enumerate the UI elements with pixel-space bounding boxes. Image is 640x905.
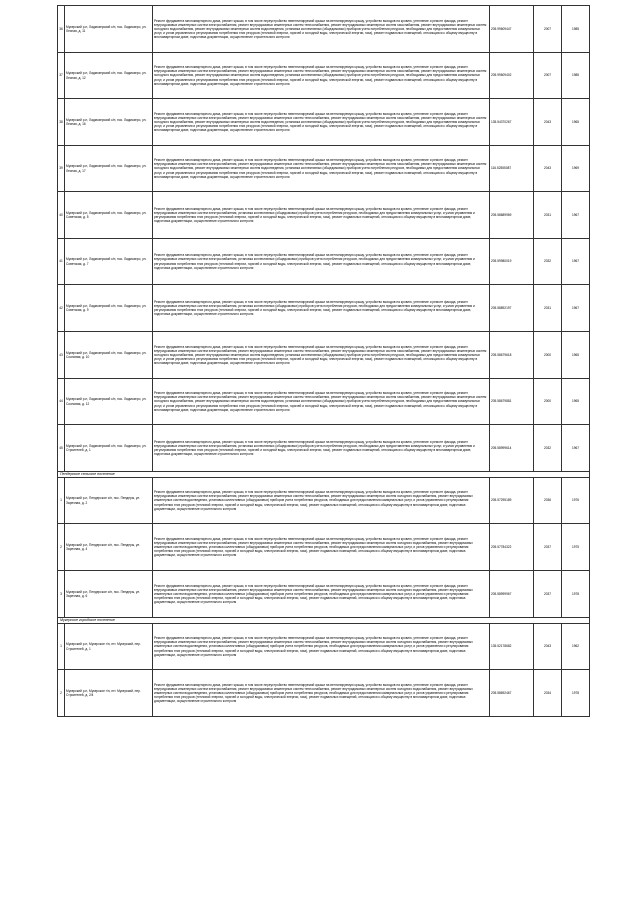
amount-cell: 205.58679881 — [490, 379, 534, 425]
year-cell: 2034 — [534, 670, 562, 717]
build-year-cell: 1965 — [562, 99, 590, 146]
year-cell: 2032 — [534, 239, 562, 285]
table-row — [58, 670, 590, 717]
amount-cell: 205.58692467 — [490, 670, 534, 717]
build-year-cell: 1967 — [562, 285, 590, 332]
amount-cell: 205.99609402 — [490, 53, 534, 99]
year-cell: 2000 — [534, 332, 562, 379]
address-cell: Мукерский р-н, Ладмозерский с/п, пос. Ладмозеро, ул. Лесная, д. 11 — [65, 6, 153, 53]
year-cell: 2000 — [534, 379, 562, 425]
table-row — [58, 478, 590, 524]
address-cell: Мукерский р-н, Ладмозерский с/п, пос. Ладмозеро, ул. Сосновая, д. 10 — [65, 332, 153, 379]
address-cell: Мукерский р-н, Мукерское г/п, пгт. Мукерский, пер. Строителей, д. 1 — [65, 624, 153, 670]
table-row — [58, 571, 590, 618]
row-number: 42 — [58, 285, 65, 332]
row-number: 3 — [58, 571, 65, 618]
table-row — [58, 146, 590, 192]
work-description-cell: Ремонт фундамента многоквартирного дома, ремонт крыши, в том числе переустройство невентилируемой крыши на вентилируемую крышу, устройство выходов на кровлю, утепление и ремонт фасада, ремонт внутридомовых инженерных систем электроснабжения, установка коллективных (общедомовых) приборов учета потребления ресурсов, необходимых для предоставления коммунальных услуг, и узлов управления и регулирования потребления этих ресурсов (тепловой энергии, горячей и холодной воды, электрической энергии, газа), ремонт подвальных помещений, относящихся к общему имуществу в многоквартирном доме, подготовка документации, осуществление строительного контроля — [153, 425, 490, 472]
section-title: Пендерское сельское поселение — [58, 472, 590, 478]
address-cell: Мукерский р-н, Пендерское с/п, пос. Пендеры, ул. Заречная, д. 4 — [65, 524, 153, 571]
build-year-cell: 1985 — [562, 53, 590, 99]
year-cell: 2031 — [534, 192, 562, 239]
work-description-cell: Ремонт фундамента многоквартирного дома, ремонт крыши, в том числе переустройство невентилируемой крыши на вентилируемую крышу, устройство выходов на кровлю, утепление и ремонт фасада, ремонт внутридомовых инженерных систем электроснабжения, ремонт внутридомовых инженерных систем теплоснабжения, ремонт внутридомовых инженерных систем холодного водоснабжения, ремонт внутридомовых инженерных систем водоотведения, установка коллективных (общедомовых) приборов учета потребления ресурсов, необходимых для предоставления коммунальных услуг, и узлов управления и регулирования потребления этих ресурсов (тепловой энергии, горячей и холодной воды, электрической энергии, газа), ремонт подвальных помещений, относящихся к общему имуществу в многоквартирном доме, подготовка документации, осуществление строительного контроля — [153, 670, 490, 717]
work-description-cell: Ремонт фундамента многоквартирного дома, ремонт крыши, в том числе переустройство невентилируемой крыши на вентилируемую крышу, устройство выходов на кровлю, утепление и ремонт фасада, ремонт внутридомовых инженерных систем электроснабжения, ремонт внутридомовых инженерных систем теплоснабжения, ремонт внутридомовых инженерных систем газоснабжения, ремонт внутридомовых инженерных систем холодного водоснабжения, ремонт внутридомовых инженерных систем водоотведения, установка коллективных (общедомовых) приборов учета потребления ресурсов, необходимых для предоставления коммунальных услуг, и узлов управления и регулирования потребления этих ресурсов (тепловой энергии, горячей и холодной воды, электрической энергии, газа), ремонт подвальных помещений, относящихся к общему имуществу в многоквартирном доме, подготовка документации, осуществление строительного контроля — [153, 146, 490, 192]
amount-cell: 205.58999614 — [490, 425, 534, 472]
row-number: 36 — [58, 6, 65, 53]
amount-cell: 205.58689969 — [490, 192, 534, 239]
amount-cell: 205.57295189 — [490, 478, 534, 524]
row-number: 39 — [58, 146, 65, 192]
section-title: Мукерское городское поселение — [58, 618, 590, 624]
address-cell: Мукерский р-н, Ладмозерский с/п, пос. Ладмозеро, ул. Советская, д. 7 — [65, 239, 153, 285]
build-year-cell: 1969 — [562, 146, 590, 192]
address-cell: Мукерский р-н, Ладмозерский с/п, пос. Ладмозеро, ул. Строителей, д. 1 — [65, 425, 153, 472]
table-row — [58, 192, 590, 239]
build-year-cell: 1976 — [562, 478, 590, 524]
table-row — [58, 285, 590, 332]
amount-cell: 205.57784322 — [490, 524, 534, 571]
row-number: 41 — [58, 239, 65, 285]
table-row — [58, 425, 590, 472]
work-description-cell: Ремонт фундамента многоквартирного дома, ремонт крыши, в том числе переустройство невентилируемой крыши на вентилируемую крышу, устройство выходов на кровлю, утепление и ремонт фасада, ремонт внутридомовых инженерных систем электроснабжения, ремонт внутридомовых инженерных систем теплоснабжения, ремонт внутридомовых инженерных систем газоснабжения, ремонт внутридомовых инженерных систем холодного водоснабжения, ремонт внутридомовых инженерных систем водоотведения, установка коллективных (общедомовых) приборов учета потребления ресурсов, необходимых для предоставления коммунальных услуг, и узлов управления и регулирования потребления этих ресурсов (тепловой энергии, горячей и холодной воды, электрической энергии, газа), ремонт подвальных помещений, относящихся к общему имуществу в многоквартирном доме, подготовка документации, осуществление строительного контроля — [153, 99, 490, 146]
build-year-cell: 1962 — [562, 624, 590, 670]
address-cell: Мукерский р-н, Ладмозерский с/п, пос. Ладмозеро, ул. Сосновая, д. 12 — [65, 379, 153, 425]
table-row — [58, 99, 590, 146]
build-year-cell: 1978 — [562, 670, 590, 717]
address-cell: Мукерский р-н, Ладмозерский с/п, пос. Ладмозеро, ул. Лесная, д. 17 — [65, 146, 153, 192]
address-cell: Мукерский р-н, Пендерское с/п, пос. Пендеры, ул. Заречная, д. 6 — [65, 571, 153, 618]
build-year-cell: 1965 — [562, 332, 590, 379]
table-row — [58, 53, 590, 99]
work-description-cell: Ремонт фундамента многоквартирного дома, ремонт крыши, в том числе переустройство невентилируемой крыши на вентилируемую крышу, устройство выходов на кровлю, утепление и ремонт фасада, ремонт внутридомовых инженерных систем электроснабжения, ремонт внутридомовых инженерных систем теплоснабжения, ремонт внутридомовых инженерных систем холодного водоснабжения, ремонт внутридомовых инженерных систем водоотведения, установка коллективных (общедомовых) приборов учета потребления ресурсов, необходимых для предоставления коммунальных услуг, и узлов управления и регулирования потребления этих ресурсов (тепловой энергии, горячей и холодной воды, электрической энергии, газа), ремонт подвальных помещений, относящихся к общему имуществу в многоквартирном доме, подготовка документации, осуществление строительного контроля — [153, 524, 490, 571]
amount-cell: 205.99609447 — [490, 6, 534, 53]
address-cell: Мукерский р-н, Ладмозерский с/п, пос. Ладмозеро, ул. Лесная, д. 16 — [65, 99, 153, 146]
table-row — [58, 239, 590, 285]
row-number: 1 — [58, 478, 65, 524]
address-cell: Мукерский р-н, Мукерское г/п, пгт. Мукерский, пер. Строителей, д. 2/4 — [65, 670, 153, 717]
build-year-cell: 1967 — [562, 239, 590, 285]
year-cell: 2036 — [534, 478, 562, 524]
year-cell: 2043 — [534, 146, 562, 192]
table-row — [58, 332, 590, 379]
year-cell: 2032 — [534, 425, 562, 472]
row-number: 44 — [58, 379, 65, 425]
work-description-cell: Ремонт фундамента многоквартирного дома, ремонт крыши, в том числе переустройство невентилируемой крыши на вентилируемую крышу, устройство выходов на кровлю, утепление и ремонт фасада, ремонт внутридомовых инженерных систем электроснабжения, ремонт внутридомовых инженерных систем теплоснабжения, ремонт внутридомовых инженерных систем газоснабжения, ремонт внутридомовых инженерных систем холодного водоснабжения, ремонт внутридомовых инженерных систем водоотведения, установка коллективных (общедомовых) приборов учета потребления ресурсов, необходимых для предоставления коммунальных услуг, и узлов управления и регулирования потребления этих ресурсов (тепловой энергии, горячей и холодной воды, электрической энергии, газа), ремонт подвальных помещений, относящихся к общему имуществу в многоквартирном доме, подготовка документации, осуществление строительного контроля — [153, 53, 490, 99]
build-year-cell: 1965 — [562, 379, 590, 425]
year-cell: 2007 — [534, 53, 562, 99]
address-cell: Мукерский р-н, Ладмозерский с/п, пос. Ладмозеро, ул. Советская, д. 5 — [65, 192, 153, 239]
row-number: 40 — [58, 192, 65, 239]
work-description-cell: Ремонт фундамента многоквартирного дома, ремонт крыши, в том числе переустройство невентилируемой крыши на вентилируемую крышу, устройство выходов на кровлю, утепление и ремонт фасада, ремонт внутридомовых инженерных систем электроснабжения, установка коллективных (общедомовых) приборов учета потребления ресурсов, необходимых для предоставления коммунальных услуг, и узлов управления и регулирования потребления этих ресурсов (тепловой энергии, горячей и холодной воды, электрической энергии, газа), ремонт подвальных помещений, относящихся к общему имуществу в многоквартирном доме, подготовка документации, осуществление строительного контроля — [153, 285, 490, 332]
amount-cell: 116.52555087 — [490, 146, 534, 192]
row-number: 1 — [58, 624, 65, 670]
table-row — [58, 379, 590, 425]
table-body — [58, 6, 590, 717]
amount-cell: 135.52178682 — [490, 624, 534, 670]
build-year-cell: 1975 — [562, 524, 590, 571]
table-row — [58, 524, 590, 571]
year-cell: 2031 — [534, 285, 562, 332]
row-number: 2 — [58, 670, 65, 717]
address-cell: Мукерский р-н, Пендерское с/п, пос. Пендеры, ул. Заречная, д. 2 — [65, 478, 153, 524]
build-year-cell: 1967 — [562, 425, 590, 472]
work-description-cell: Ремонт фундамента многоквартирного дома, ремонт крыши, в том числе переустройство невентилируемой крыши на вентилируемую крышу, устройство выходов на кровлю, утепление и ремонт фасада, ремонт внутридомовых инженерных систем электроснабжения, ремонт внутридомовых инженерных систем теплоснабжения, ремонт внутридомовых инженерных систем газоснабжения, ремонт внутридомовых инженерных систем холодного водоснабжения, ремонт внутридомовых инженерных систем водоотведения, установка коллективных (общедомовых) приборов учета потребления ресурсов, необходимых для предоставления коммунальных услуг, и узлов управления и регулирования потребления этих ресурсов (тепловой энергии, горячей и холодной воды, электрической энергии, газа), ремонт подвальных помещений, относящихся к общему имуществу в многоквартирном доме, подготовка документации, осуществление строительного контроля — [153, 6, 490, 53]
year-cell: 2007 — [534, 6, 562, 53]
work-description-cell: Ремонт фундамента многоквартирного дома, ремонт крыши, в том числе переустройство невентилируемой крыши на вентилируемую крышу, устройство выходов на кровлю, утепление и ремонт фасада, ремонт внутридомовых инженерных систем электроснабжения, установка коллективных (общедомовых) приборов учета потребления ресурсов, необходимых для предоставления коммунальных услуг, и узлов управления и регулирования потребления этих ресурсов (тепловой энергии, горячей и холодной воды, электрической энергии, газа), ремонт подвальных помещений, относящихся к общему имуществу в многоквартирном доме, подготовка документации, осуществление строительного контроля — [153, 192, 490, 239]
work-description-cell: Ремонт фундамента многоквартирного дома, ремонт крыши, в том числе переустройство невентилируемой крыши на вентилируемую крышу, устройство выходов на кровлю, утепление и ремонт фасада, ремонт внутридомовых инженерных систем электроснабжения, ремонт внутридомовых инженерных систем теплоснабжения, ремонт внутридомовых инженерных систем холодного водоснабжения, ремонт внутридомовых инженерных систем водоотведения, установка коллективных (общедомовых) приборов учета потребления ресурсов, необходимых для предоставления коммунальных услуг, и узлов управления и регулирования потребления этих ресурсов (тепловой энергии, горячей и холодной воды, электрической энергии, газа), ремонт подвальных помещений, относящихся к общему имуществу в многоквартирном доме, подготовка документации, осуществление строительного контроля — [153, 571, 490, 618]
address-cell: Мукерский р-н, Ладмозерский с/п, пос. Ладмозеро, ул. Лесная, д. 12 — [65, 53, 153, 99]
work-description-cell: Ремонт фундамента многоквартирного дома, ремонт крыши, в том числе переустройство невентилируемой крыши на вентилируемую крышу, устройство выходов на кровлю, утепление и ремонт фасада, ремонт внутридомовых инженерных систем электроснабжения, ремонт внутридомовых инженерных систем теплоснабжения, ремонт внутридомовых инженерных систем газоснабжения, ремонт внутридомовых инженерных систем холодного водоснабжения, ремонт внутридомовых инженерных систем водоотведения, установка коллективных (общедомовых) приборов учета потребления ресурсов, необходимых для предоставления коммунальных услуг, и узлов управления и регулирования потребления этих ресурсов (тепловой энергии, горячей и холодной воды, электрической энергии, газа), ремонт подвальных помещений, относящихся к общему имуществу в многоквартирном доме, подготовка документации, осуществление строительного контроля — [153, 332, 490, 379]
amount-cell: 205.59980019 — [490, 239, 534, 285]
work-description-cell: Ремонт фундамента многоквартирного дома, ремонт крыши, в том числе переустройство невентилируемой крыши на вентилируемую крышу, устройство выходов на кровлю, утепление и ремонт фасада, ремонт внутридомовых инженерных систем электроснабжения, ремонт внутридомовых инженерных систем теплоснабжения, ремонт внутридомовых инженерных систем холодного водоснабжения, ремонт внутридомовых инженерных систем водоотведения, установка коллективных (общедомовых) приборов учета потребления ресурсов, необходимых для предоставления коммунальных услуг, и узлов управления и регулирования потребления этих ресурсов (тепловой энергии, горячей и холодной воды, электрической энергии, газа), ремонт подвальных помещений, относящихся к общему имуществу в многоквартирном доме, подготовка документации, осуществление строительного контроля — [153, 478, 490, 524]
work-description-cell: Ремонт фундамента многоквартирного дома, ремонт крыши, в том числе переустройство невентилируемой крыши на вентилируемую крышу, устройство выходов на кровлю, утепление и ремонт фасада, ремонт внутридомовых инженерных систем электроснабжения, ремонт внутридомовых инженерных систем теплоснабжения, ремонт внутридомовых инженерных систем газоснабжения, ремонт внутридомовых инженерных систем холодного водоснабжения, ремонт внутридомовых инженерных систем водоотведения, установка коллективных (общедомовых) приборов учета потребления ресурсов, необходимых для предоставления коммунальных услуг, и узлов управления и регулирования потребления этих ресурсов (тепловой энергии, горячей и холодной воды, электрической энергии, газа), ремонт подвальных помещений, относящихся к общему имуществу в многоквартирном доме, подготовка документации, осуществление строительного контроля — [153, 379, 490, 425]
build-year-cell: 1978 — [562, 571, 590, 618]
amount-cell: 205.58679618 — [490, 332, 534, 379]
amount-cell: 205.58892197 — [490, 285, 534, 332]
year-cell: 2043 — [534, 624, 562, 670]
build-year-cell: 1967 — [562, 192, 590, 239]
year-cell: 2037 — [534, 571, 562, 618]
row-number: 37 — [58, 53, 65, 99]
year-cell: 2043 — [534, 99, 562, 146]
table-row — [58, 624, 590, 670]
work-description-cell: Ремонт фундамента многоквартирного дома, ремонт крыши, в том числе переустройство невентилируемой крыши на вентилируемую крышу, устройство выходов на кровлю, утепление и ремонт фасада, ремонт внутридомовых инженерных систем электроснабжения, ремонт внутридомовых инженерных систем теплоснабжения, ремонт внутридомовых инженерных систем холодного водоснабжения, ремонт внутридомовых инженерных систем водоотведения, установка коллективных (общедомовых) приборов учета потребления ресурсов, необходимых для предоставления коммунальных услуг, и узлов управления и регулирования потребления этих ресурсов (тепловой энергии, горячей и холодной воды, электрической энергии, газа), ремонт подвальных помещений, относящихся к общему имуществу в многоквартирном доме, подготовка документации, осуществление строительного контроля — [153, 624, 490, 670]
capital-repair-table — [57, 5, 590, 717]
row-number: 38 — [58, 99, 65, 146]
year-cell: 2037 — [534, 524, 562, 571]
work-description-cell: Ремонт фундамента многоквартирного дома, ремонт крыши, в том числе переустройство невентилируемой крыши на вентилируемую крышу, устройство выходов на кровлю, утепление и ремонт фасада, ремонт внутридомовых инженерных систем электроснабжения, установка коллективных (общедомовых) приборов учета потребления ресурсов, необходимых для предоставления коммунальных услуг, и узлов управления и регулирования потребления этих ресурсов (тепловой энергии, горячей и холодной воды, электрической энергии, газа), ремонт подвальных помещений, относящихся к общему имуществу в многоквартирном доме, подготовка документации, осуществление строительного контроля — [153, 239, 490, 285]
build-year-cell: 1985 — [562, 6, 590, 53]
address-cell: Мукерский р-н, Ладмозерский с/п, пос. Ладмозеро, ул. Советская, д. 9 — [65, 285, 153, 332]
amount-cell: 205.58999967 — [490, 571, 534, 618]
row-number: 2 — [58, 524, 65, 571]
row-number: 43 — [58, 332, 65, 379]
table-row — [58, 6, 590, 53]
row-number: 45 — [58, 425, 65, 472]
amount-cell: 135.54370267 — [490, 99, 534, 146]
